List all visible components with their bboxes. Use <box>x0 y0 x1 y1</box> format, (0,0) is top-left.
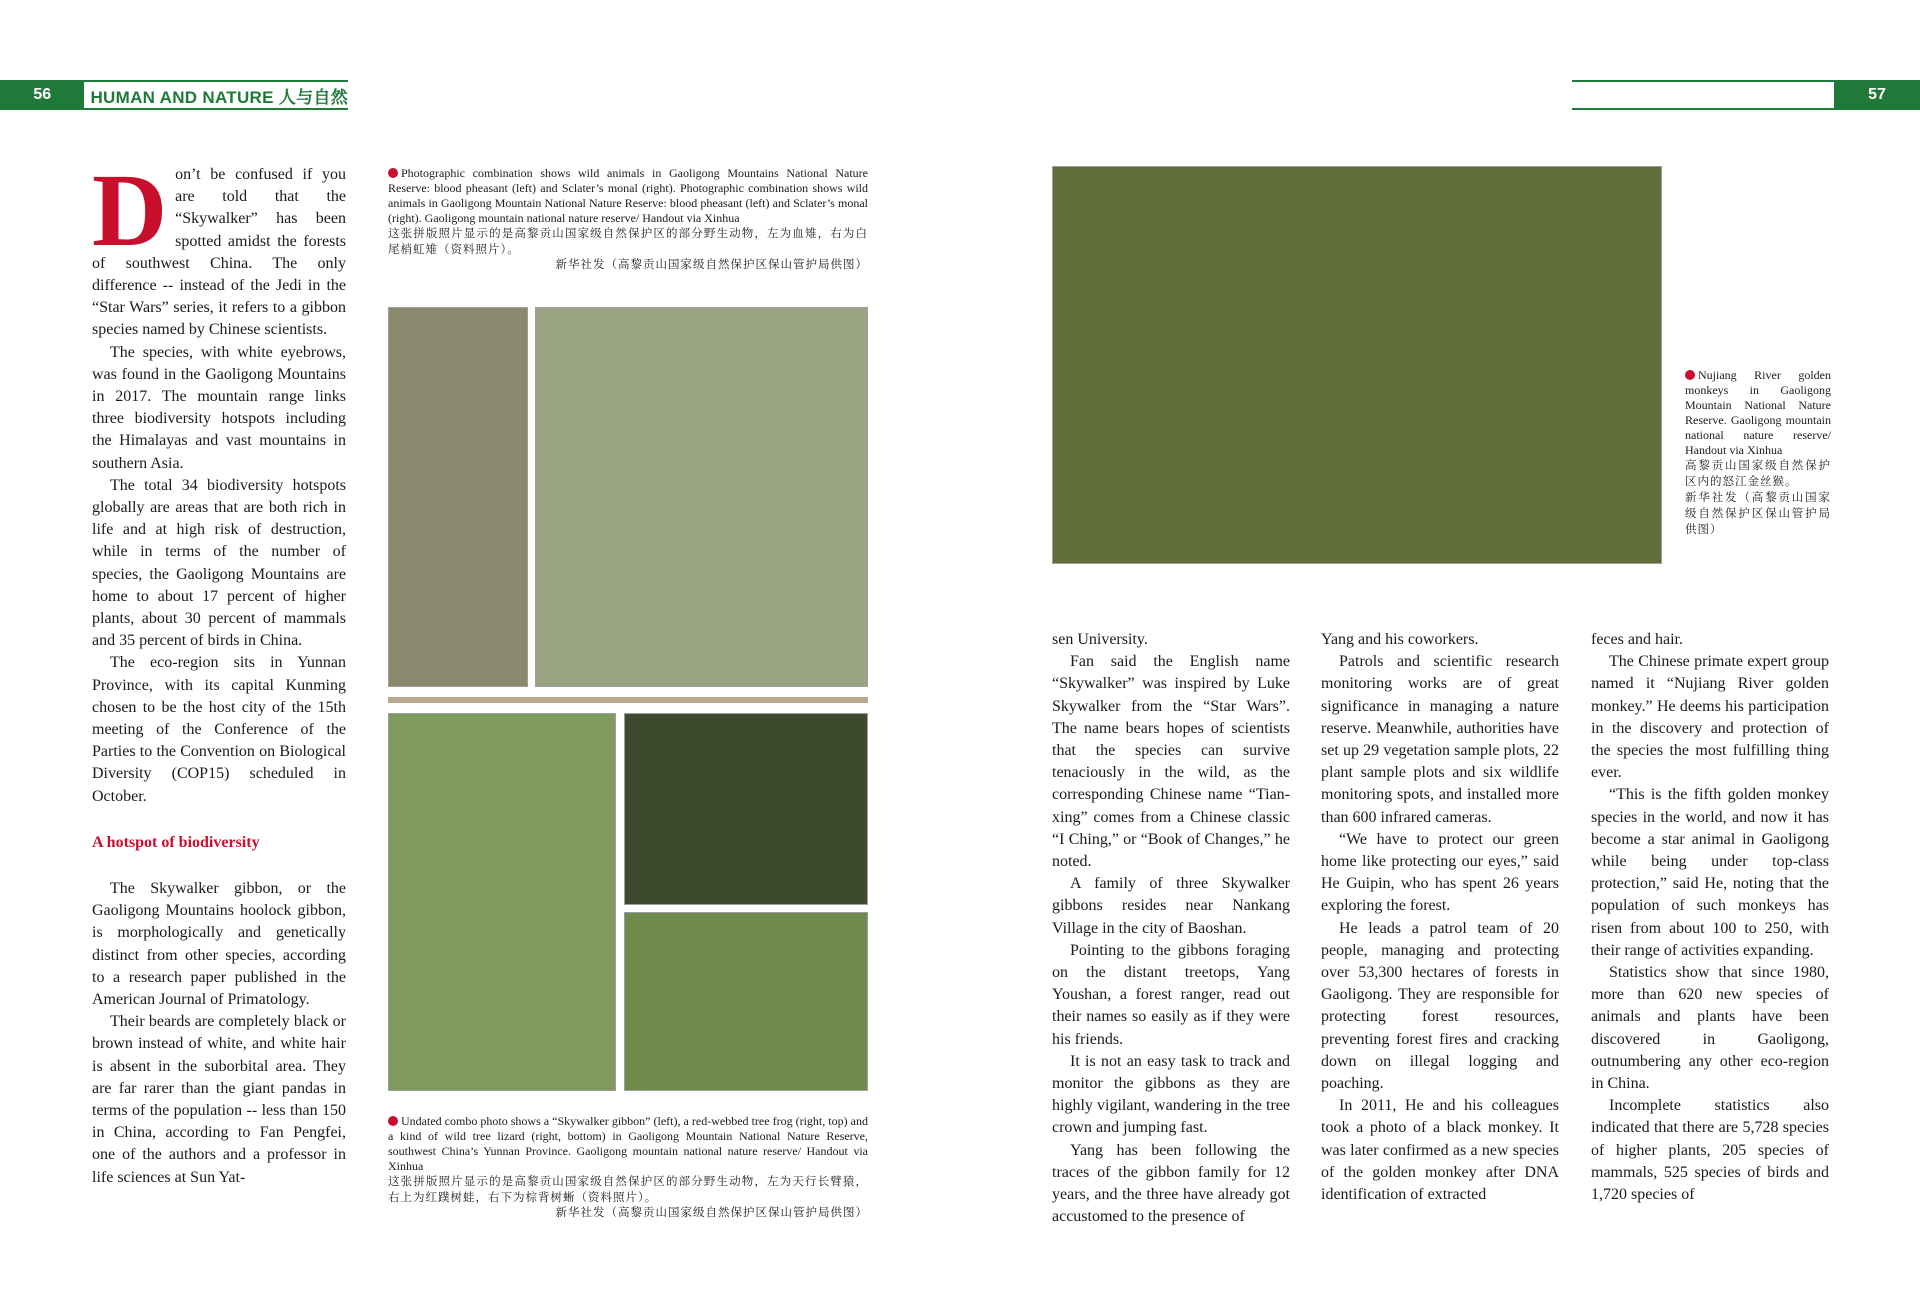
caption-combo <box>388 1114 868 1221</box>
photo-divider <box>388 697 868 703</box>
caption-bullet-icon <box>388 168 398 178</box>
paragraph: Patrols and scientific research monitoring works are of great significance in managing a nature reserve. Meanwhile, authorities have set up 29 vegetation sample plots, 22 plant sample plots and six wildlife monitoring spots, and installed more than 600 infrared cameras. <box>1321 653 1559 826</box>
caption-monkeys <box>1685 368 1831 538</box>
photo-sclaters-monal <box>535 307 868 687</box>
paragraph: sen University. <box>1052 631 1148 648</box>
paragraph: Statistics show that since 1980, more than 620 new species of animals and plants have been discovered in Gaoligong, outnumbering any other eco-region in China. <box>1591 964 1829 1093</box>
paragraph: In 2011, He and his colleagues took a photo of a black monkey. It was later confirmed as a new species of the golden monkey after DNA identification of extracted <box>1321 1097 1559 1204</box>
photo-tree-lizard <box>624 912 868 1091</box>
caption-cn: 这张拼版照片显示的是高黎贡山国家级自然保护区的部分野生动物，左为天行长臂猿，右上为红蹼树蛙，右下为棕背树蜥（资料照片）。 <box>388 1176 868 1204</box>
caption-cn: 这张拼版照片显示的是高黎贡山国家级自然保护区的部分野生动物，左为血雉，右为白尾梢虹雉（资料照片）。 <box>388 228 868 256</box>
paragraph: He leads a patrol team of 20 people, managing and protecting over 53,300 hectares of forests in Gaoligong. They are responsible for protecting forest resources, preventing forest fires and cracking down on illegal logging and poaching. <box>1321 919 1559 1093</box>
paragraph: Pointing to the gibbons foraging on the distant treetops, Yang Youshan, a forest ranger, read out their names so easily as if they were his friends. <box>1052 941 1290 1048</box>
paragraph: Yang has been following the traces of the gibbon family for 12 years, and the three have already got accustomed to the presence of <box>1052 1141 1290 1226</box>
header-left <box>0 80 348 110</box>
paragraph: feces and hair. <box>1591 631 1683 648</box>
paragraph: Yang and his coworkers. <box>1321 631 1479 648</box>
paragraph: The eco-region sits in Yunnan Province, with its capital Kunming chosen to be the host city of the 15th meeting of the Conference of the Parties to the Convention on Biological Diversity (COP15) scheduled in October. <box>92 654 346 805</box>
caption-bullet-icon <box>388 1116 398 1126</box>
paragraph: It is not an easy task to track and monitor the gibbons as they are highly vigilant, wandering in the tree crown and jumping fast. <box>1052 1052 1290 1137</box>
paragraph: “We have to protect our green home like protecting our eyes,” said He Guipin, who has spent 26 years exploring the forest. <box>1321 830 1559 915</box>
photo-blood-pheasant <box>388 307 528 687</box>
drop-cap: D <box>92 153 168 268</box>
caption-en: Undated combo photo shows a “Skywalker gibbon” (left), a red-webbed tree frog (right, top) and a kind of wild tree lizard (right, bottom) in Gaoligong Mountain National Nature Reserve, southwest China’s Yunnan Province. Gaoligong mountain national nature reserve/ Handout via Xinhua <box>388 1114 868 1173</box>
photo-skywalker-gibbon <box>388 713 616 1091</box>
article-column-right-3 <box>1591 629 1829 1206</box>
paragraph: Incomplete statistics also indicated that there are 5,728 species of higher plants, 205 species of mammals, 525 species of birds and 1,720 species of <box>1591 1097 1829 1204</box>
paragraph: The total 34 biodiversity hotspots globally are areas that are both rich in life and at high risk of destruction, while in terms of the number of species, the Gaoligong Mountains are home to about 17 percent of higher plants, about 30 percent of mammals and 35 percent of birds in China. <box>92 476 346 650</box>
article-column-right-2 <box>1321 629 1559 1206</box>
page-number-left: 56 <box>0 82 84 108</box>
article-column-left <box>92 153 346 1189</box>
paragraph: Fan said the English name “Skywalker” was inspired by Luke Skywalker from the “Star Wars”. The name bears hopes of scientists that the species can survive tenaciously in the wild, as the corresponding Chinese name “Tian-xing” comes from a Chinese classic “I Ching,” or “Book of Changes,” he noted. <box>1052 653 1290 871</box>
caption-credit: 新华社发（高黎贡山国家级自然保护区保山管护局供图） <box>555 1207 868 1219</box>
article-column-right-1 <box>1052 629 1290 1228</box>
caption-en: Photographic combination shows wild animals in Gaoligong Mountains National Nature Reserve: blood pheasant (left) and Sclater’s monal (right). Photographic combination shows wild animals in Gaoligong Mountain National Nature Reserve: blood pheasant (left) and Sclater’s monal (right). Gaoligong mountain national nature reserve/ Handout via Xinhua <box>388 166 868 225</box>
page-number-right: 57 <box>1834 82 1920 108</box>
caption-en: Nujiang River golden monkeys in Gaoligong Mountain National Nature Reserve. Gaoligong mountain national nature reserve/ Handout via Xinhua <box>1685 368 1831 457</box>
lead-paragraph: Don’t be confused if you are told that the “Skywalker” has been spotted amidst the forests of southwest China. The only difference -- instead of the Jedi in the “Star Wars” series, it refers to a gibbon species named by Chinese scientists. <box>92 153 346 339</box>
subheading: A hotspot of biodiversity <box>92 833 260 851</box>
paragraph: A family of three Skywalker gibbons resides near Nankang Village in the city of Baoshan. <box>1052 875 1290 937</box>
paragraph: The species, with white eyebrows, was found in the Gaoligong Mountains in 2017. The mountain range links three biodiversity hotspots including the Himalayas and vast mountains in southern Asia. <box>92 343 346 472</box>
section-title: HUMAN AND NATURE 人与自然 <box>90 87 348 107</box>
caption-credit: 新华社发（高黎贡山国家级自然保护区保山管护局供图） <box>1685 492 1831 536</box>
caption-cn: 高黎贡山国家级自然保护区内的怒江金丝猴。 <box>1685 460 1831 488</box>
caption-bullet-icon <box>1685 370 1695 380</box>
photo-golden-monkeys <box>1052 166 1662 564</box>
photo-tree-frog <box>624 713 868 905</box>
paragraph: “This is the fifth golden monkey species in the world, and now it has become a star animal in Gaoligong while being under top-class protection,” said He, noting that the population of such monkeys has risen from about 100 to 250, with their range of activities expanding. <box>1591 786 1829 959</box>
caption-birds <box>388 166 868 273</box>
caption-credit: 新华社发（高黎贡山国家级自然保护区保山管护局供图） <box>555 259 868 271</box>
paragraph: The Skywalker gibbon, or the Gaoligong Mountains hoolock gibbon, is morphologically and genetically distinct from other species, according to a research paper published in the American Journal of Primatology. <box>92 879 346 1008</box>
paragraph: The Chinese primate expert group named it “Nujiang River golden monkey.” He deems his participation in the discovery and protection of the species the most fulfilling thing ever. <box>1591 653 1829 782</box>
paragraph: Their beards are completely black or brown instead of white, and white hair is absent in the suborbital area. They are far rarer than the giant pandas in terms of the population -- less than 150 in China, according to Fan Pengfei, one of the authors and a professor in life sciences at Sun Yat- <box>92 1013 346 1186</box>
header-right <box>1572 80 1920 110</box>
